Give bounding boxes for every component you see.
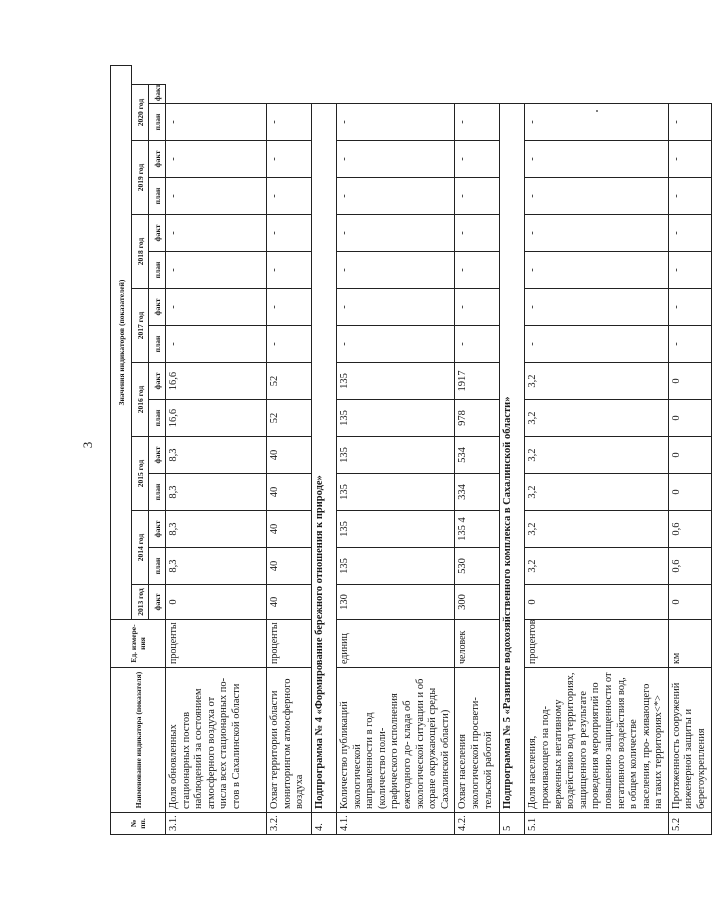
header-fact: факт bbox=[149, 585, 166, 620]
value-cell: - bbox=[525, 141, 669, 178]
header-plan: план bbox=[149, 474, 166, 511]
indicator-name: Количество публикаций экологической направленности в год (количество поли- графического исполнения ежегодного до- клада об экологической ситуации и об охране окружающей среды Сахалинской области) bbox=[337, 668, 455, 813]
value-cell: 978 bbox=[455, 400, 500, 437]
header-year-2015: 2015 год bbox=[132, 437, 149, 511]
header-plan: план bbox=[149, 400, 166, 437]
value-cell: 135 bbox=[337, 474, 455, 511]
value-cell: - bbox=[337, 104, 455, 141]
indicator-table bbox=[110, 65, 712, 835]
value-cell: - bbox=[267, 289, 312, 326]
value-cell: 0 bbox=[166, 585, 267, 620]
value-cell: - bbox=[668, 178, 711, 215]
table-row bbox=[668, 66, 711, 835]
value-cell: 8,3 bbox=[166, 474, 267, 511]
value-cell: - bbox=[337, 141, 455, 178]
value-cell: 3,2 bbox=[525, 437, 669, 474]
value-cell: 135 bbox=[337, 363, 455, 400]
value-cell: 0,6 bbox=[668, 511, 711, 548]
header-fact: факт bbox=[149, 289, 166, 326]
value-cell: 135 bbox=[337, 511, 455, 548]
value-cell: 8,3 bbox=[166, 548, 267, 585]
value-cell: - bbox=[668, 215, 711, 252]
value-cell: - bbox=[337, 215, 455, 252]
value-cell: 0 bbox=[668, 585, 711, 620]
header-year-2014: 2014 год bbox=[132, 511, 149, 585]
value-cell: 135 bbox=[337, 548, 455, 585]
header-fact: факт bbox=[149, 437, 166, 474]
section-row bbox=[500, 66, 525, 835]
value-cell: - bbox=[455, 252, 500, 289]
header-fact: факт bbox=[149, 363, 166, 400]
value-cell: 40 bbox=[267, 437, 312, 474]
section-number: 5 bbox=[500, 813, 525, 835]
value-cell: - bbox=[337, 252, 455, 289]
value-cell: - bbox=[455, 215, 500, 252]
value-cell: 534 bbox=[455, 437, 500, 474]
header-fact: факт bbox=[149, 85, 166, 104]
value-cell: 135 4 bbox=[455, 511, 500, 548]
indicator-unit: проценты bbox=[267, 620, 312, 668]
indicator-name: Охват территории области мониторингом атмосферного воздуха bbox=[267, 668, 312, 813]
value-cell: 0 bbox=[668, 437, 711, 474]
value-cell: 3,2 bbox=[525, 474, 669, 511]
header-year-2013: 2013 год bbox=[132, 585, 149, 620]
value-cell: - bbox=[455, 178, 500, 215]
value-cell: 3,2 bbox=[525, 400, 669, 437]
value-cell: 40 bbox=[267, 474, 312, 511]
indicator-name: Доля обновленных стационарных постов наблюдений за состоянием атмосферного воздуха от числа всех стационарных по- стов в Сахалинской области bbox=[166, 668, 267, 813]
row-number: 3.1. bbox=[166, 813, 267, 835]
indicator-unit: процентов bbox=[525, 620, 669, 668]
value-cell: 0 bbox=[525, 585, 669, 620]
value-cell: - bbox=[525, 104, 669, 141]
value-cell: 0 bbox=[668, 400, 711, 437]
value-cell: - bbox=[455, 104, 500, 141]
value-cell: - bbox=[668, 141, 711, 178]
value-cell: - bbox=[267, 178, 312, 215]
value-cell: - bbox=[525, 326, 669, 363]
indicator-name: Доля населения, проживающего на под- верженных негативному воздействию вод территориях, защищенного в результате проведения мероприятий по повышению защищенности от негативного воздействия вод, в общем количестве населения, про- живающего на таких территориях<*> bbox=[525, 668, 669, 813]
page-number: 3 bbox=[80, 441, 95, 449]
header-year-2017: 2017 год bbox=[132, 289, 149, 363]
value-cell: - bbox=[525, 252, 669, 289]
header-year-2018: 2018 год bbox=[132, 215, 149, 289]
header-no: № пп. bbox=[111, 813, 166, 835]
value-cell: 0 bbox=[668, 363, 711, 400]
header-fact: факт bbox=[149, 511, 166, 548]
value-cell: - bbox=[525, 178, 669, 215]
value-cell: 334 bbox=[455, 474, 500, 511]
value-cell: 530 bbox=[455, 548, 500, 585]
row-number: 4.1. bbox=[337, 813, 455, 835]
indicator-name: Протяженность сооружений инженерной защиты и берегоукрепления bbox=[668, 668, 711, 813]
row-number: 5.2 bbox=[668, 813, 711, 835]
header-plan: план bbox=[149, 104, 166, 141]
table-row bbox=[525, 66, 669, 835]
header-plan: план bbox=[149, 252, 166, 289]
value-cell: 1917 bbox=[455, 363, 500, 400]
header-fact: факт bbox=[149, 141, 166, 178]
value-cell: - bbox=[166, 215, 267, 252]
value-cell: - bbox=[337, 289, 455, 326]
indicator-unit: единиц bbox=[337, 620, 455, 668]
value-cell: 40 bbox=[267, 585, 312, 620]
value-cell: - bbox=[267, 215, 312, 252]
value-cell: - bbox=[166, 178, 267, 215]
value-cell: - bbox=[525, 215, 669, 252]
header-name: Наименование индикатора (показателя) bbox=[111, 668, 166, 813]
indicator-unit: км bbox=[668, 620, 711, 668]
header-plan: план bbox=[149, 548, 166, 585]
table-row bbox=[455, 66, 500, 835]
value-cell: 135 bbox=[337, 437, 455, 474]
header-fact: факт bbox=[149, 215, 166, 252]
value-cell: 0 bbox=[668, 474, 711, 511]
value-cell: - bbox=[668, 326, 711, 363]
header-plan: план bbox=[149, 178, 166, 215]
value-cell: - bbox=[668, 252, 711, 289]
value-cell: - bbox=[455, 141, 500, 178]
value-cell: 40 bbox=[267, 548, 312, 585]
value-cell: 40 bbox=[267, 511, 312, 548]
value-cell: 8,3 bbox=[166, 437, 267, 474]
indicator-unit: человек bbox=[455, 620, 500, 668]
table-row bbox=[267, 66, 312, 835]
table-row bbox=[337, 66, 455, 835]
value-cell: - bbox=[668, 104, 711, 141]
header-year-2020: 2020 год bbox=[132, 85, 149, 141]
row-number: 4.2. bbox=[455, 813, 500, 835]
row-number: 3.2. bbox=[267, 813, 312, 835]
value-cell: - bbox=[267, 326, 312, 363]
header-year-2016: 2016 год bbox=[132, 363, 149, 437]
value-cell: - bbox=[337, 178, 455, 215]
value-cell: - bbox=[166, 252, 267, 289]
row-number: 5.1 bbox=[525, 813, 669, 835]
section-row bbox=[312, 66, 337, 835]
table-row bbox=[166, 66, 267, 835]
header-unit: Ед. измере- ния bbox=[111, 620, 166, 668]
header-plan: план bbox=[149, 326, 166, 363]
indicator-name: Охват населения экологической просвети- тельской работой bbox=[455, 668, 500, 813]
value-cell: 135 bbox=[337, 400, 455, 437]
value-cell: - bbox=[455, 289, 500, 326]
value-cell: 300 bbox=[455, 585, 500, 620]
value-cell: 16,6 bbox=[166, 400, 267, 437]
value-cell: - bbox=[166, 141, 267, 178]
value-cell: 3,2 bbox=[525, 548, 669, 585]
value-cell: 52 bbox=[267, 400, 312, 437]
indicator-table-rotated bbox=[110, 65, 708, 835]
value-cell: 16,6 bbox=[166, 363, 267, 400]
value-cell: - bbox=[267, 104, 312, 141]
value-cell: - bbox=[166, 326, 267, 363]
section-title: Подпрограмма № 5 «Развитие водохозяйственного комплекса в Сахалинской области» bbox=[500, 104, 525, 813]
header-year-2019: 2019 год bbox=[132, 141, 149, 215]
value-cell: - bbox=[267, 252, 312, 289]
value-cell: 130 bbox=[337, 585, 455, 620]
value-cell: 52 bbox=[267, 363, 312, 400]
value-cell: - bbox=[267, 141, 312, 178]
value-cell: - bbox=[166, 104, 267, 141]
value-cell: - bbox=[337, 326, 455, 363]
value-cell: 3,2 bbox=[525, 363, 669, 400]
header-values: Значения индикаторов (показателей) bbox=[111, 66, 132, 620]
indicator-unit: проценты bbox=[166, 620, 267, 668]
value-cell: - bbox=[166, 289, 267, 326]
section-title: Подпрограмма № 4 «Формирование бережного отношения к природе» bbox=[312, 104, 337, 813]
section-number: 4. bbox=[312, 813, 337, 835]
value-cell: 0,6 bbox=[668, 548, 711, 585]
value-cell: 8,3 bbox=[166, 511, 267, 548]
value-cell: - bbox=[455, 326, 500, 363]
value-cell: - bbox=[525, 289, 669, 326]
value-cell: - bbox=[668, 289, 711, 326]
value-cell: 3,2 bbox=[525, 511, 669, 548]
